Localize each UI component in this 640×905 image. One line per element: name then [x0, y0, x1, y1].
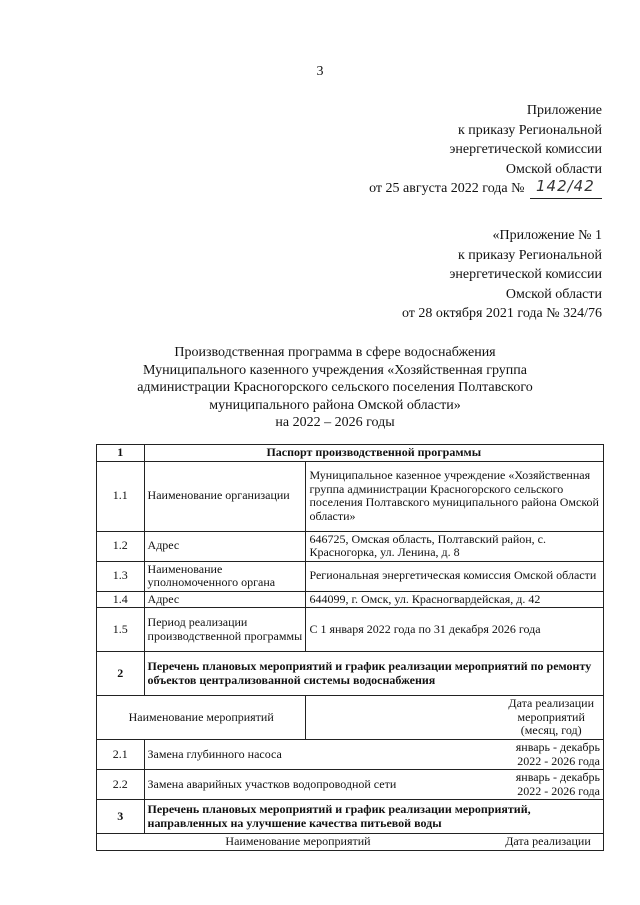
appendix-line: «Приложение № 1	[492, 228, 602, 243]
column-header-text: Дата реализации мероприятий (месяц, год)	[508, 696, 594, 738]
appendix-line: энергетической комиссии	[449, 267, 602, 282]
column-header: Дата реализации	[505, 834, 591, 848]
row-label: Адрес	[144, 531, 306, 561]
column-header: Наименование мероприятий	[225, 834, 371, 848]
event-name: Замена аварийных участков водопроводной сети	[147, 776, 397, 791]
appendix-current	[369, 101, 602, 199]
column-header	[306, 696, 604, 740]
row-label: Наименование уполномоченного органа	[144, 561, 306, 591]
row-number: 1.1	[97, 461, 145, 531]
section-header	[97, 800, 604, 834]
row-label: Наименование организации	[144, 461, 306, 531]
row-label: Период реализации производственной программы	[144, 608, 306, 652]
table-row	[97, 608, 604, 652]
column-header-row	[97, 834, 604, 851]
appendix-line: энергетической комиссии	[449, 142, 602, 157]
table-row	[97, 591, 604, 608]
table-row	[97, 561, 604, 591]
row-cell	[97, 834, 604, 851]
row-cell	[144, 740, 603, 770]
section-header	[97, 652, 604, 696]
section-title: Перечень плановых мероприятий и график реализации мероприятий по ремонту объектов централизованной системы водоснабжения	[144, 652, 603, 696]
appendix-line: к приказу Региональной	[457, 122, 602, 138]
row-number: 1.4	[97, 591, 145, 608]
row-value: Региональная энергетическая комиссия Омской области	[306, 561, 604, 591]
title-line: Муниципального казенного учреждения «Хозяйственная группа	[143, 362, 527, 378]
table-row	[97, 531, 604, 561]
appendix-line: от 28 октября 2021 года № 324/76	[401, 306, 602, 321]
column-header: Наименование мероприятий	[97, 696, 306, 740]
row-number: 2.2	[97, 770, 145, 800]
title-line: на 2022 – 2026 годы	[275, 415, 395, 430]
row-value: С 1 января 2022 года по 31 декабря 2026 года	[306, 608, 604, 652]
appendix-line: Омской области	[505, 286, 602, 302]
table-row	[97, 461, 604, 531]
appendix-line: Приложение	[526, 103, 602, 118]
event-name: Замена глубинного насоса	[147, 746, 282, 761]
handwritten-order-number: 142/42	[536, 176, 595, 195]
table-row	[97, 770, 604, 800]
appendix-line: к приказу Региональной	[457, 247, 602, 263]
title-line: администрации Красногорского сельского поселения Полтавского	[137, 380, 533, 395]
event-date: январь - декабрь 2022 - 2026 года	[515, 770, 600, 798]
appendix-prior	[402, 226, 602, 324]
order-number-field	[530, 176, 602, 199]
row-number: 1.3	[97, 561, 145, 591]
section-title: Паспорт производственной программы	[144, 445, 603, 462]
table-row	[97, 740, 604, 770]
appendix-date-line	[369, 176, 602, 199]
column-header-row	[97, 696, 604, 740]
program-table	[96, 444, 604, 851]
row-value: 646725, Омская область, Полтавский район, с. Красногорка, ул. Ленина, д. 8	[306, 531, 604, 561]
row-label: Адрес	[144, 591, 306, 608]
section-number: 1	[97, 445, 145, 462]
document-title	[100, 344, 570, 432]
page-number: 3	[316, 64, 324, 79]
row-number: 2.1	[97, 740, 145, 770]
section-header	[97, 445, 604, 462]
appendix-line: Омской области	[505, 161, 602, 177]
section-title: Перечень плановых мероприятий и график реализации мероприятий, направленных на улучшение качества питьевой воды	[144, 800, 603, 834]
row-cell	[144, 770, 603, 800]
row-value: Муниципальное казенное учреждение «Хозяйственная группа администрации Красногорского сельского поселения Полтавского муниципального района Омской области»	[306, 461, 604, 531]
title-line: муниципального района Омской области»	[209, 397, 461, 413]
title-line: Производственная программа в сфере водоснабжения	[174, 345, 496, 360]
event-date: январь - декабрь 2022 - 2026 года	[515, 740, 600, 768]
section-number: 3	[97, 800, 145, 834]
section-number: 2	[97, 652, 145, 696]
appendix-date: от 25 августа 2022 года №	[369, 181, 525, 196]
row-value: 644099, г. Омск, ул. Красногвардейская, д. 42	[306, 591, 604, 608]
row-number: 1.5	[97, 608, 145, 652]
row-number: 1.2	[97, 531, 145, 561]
